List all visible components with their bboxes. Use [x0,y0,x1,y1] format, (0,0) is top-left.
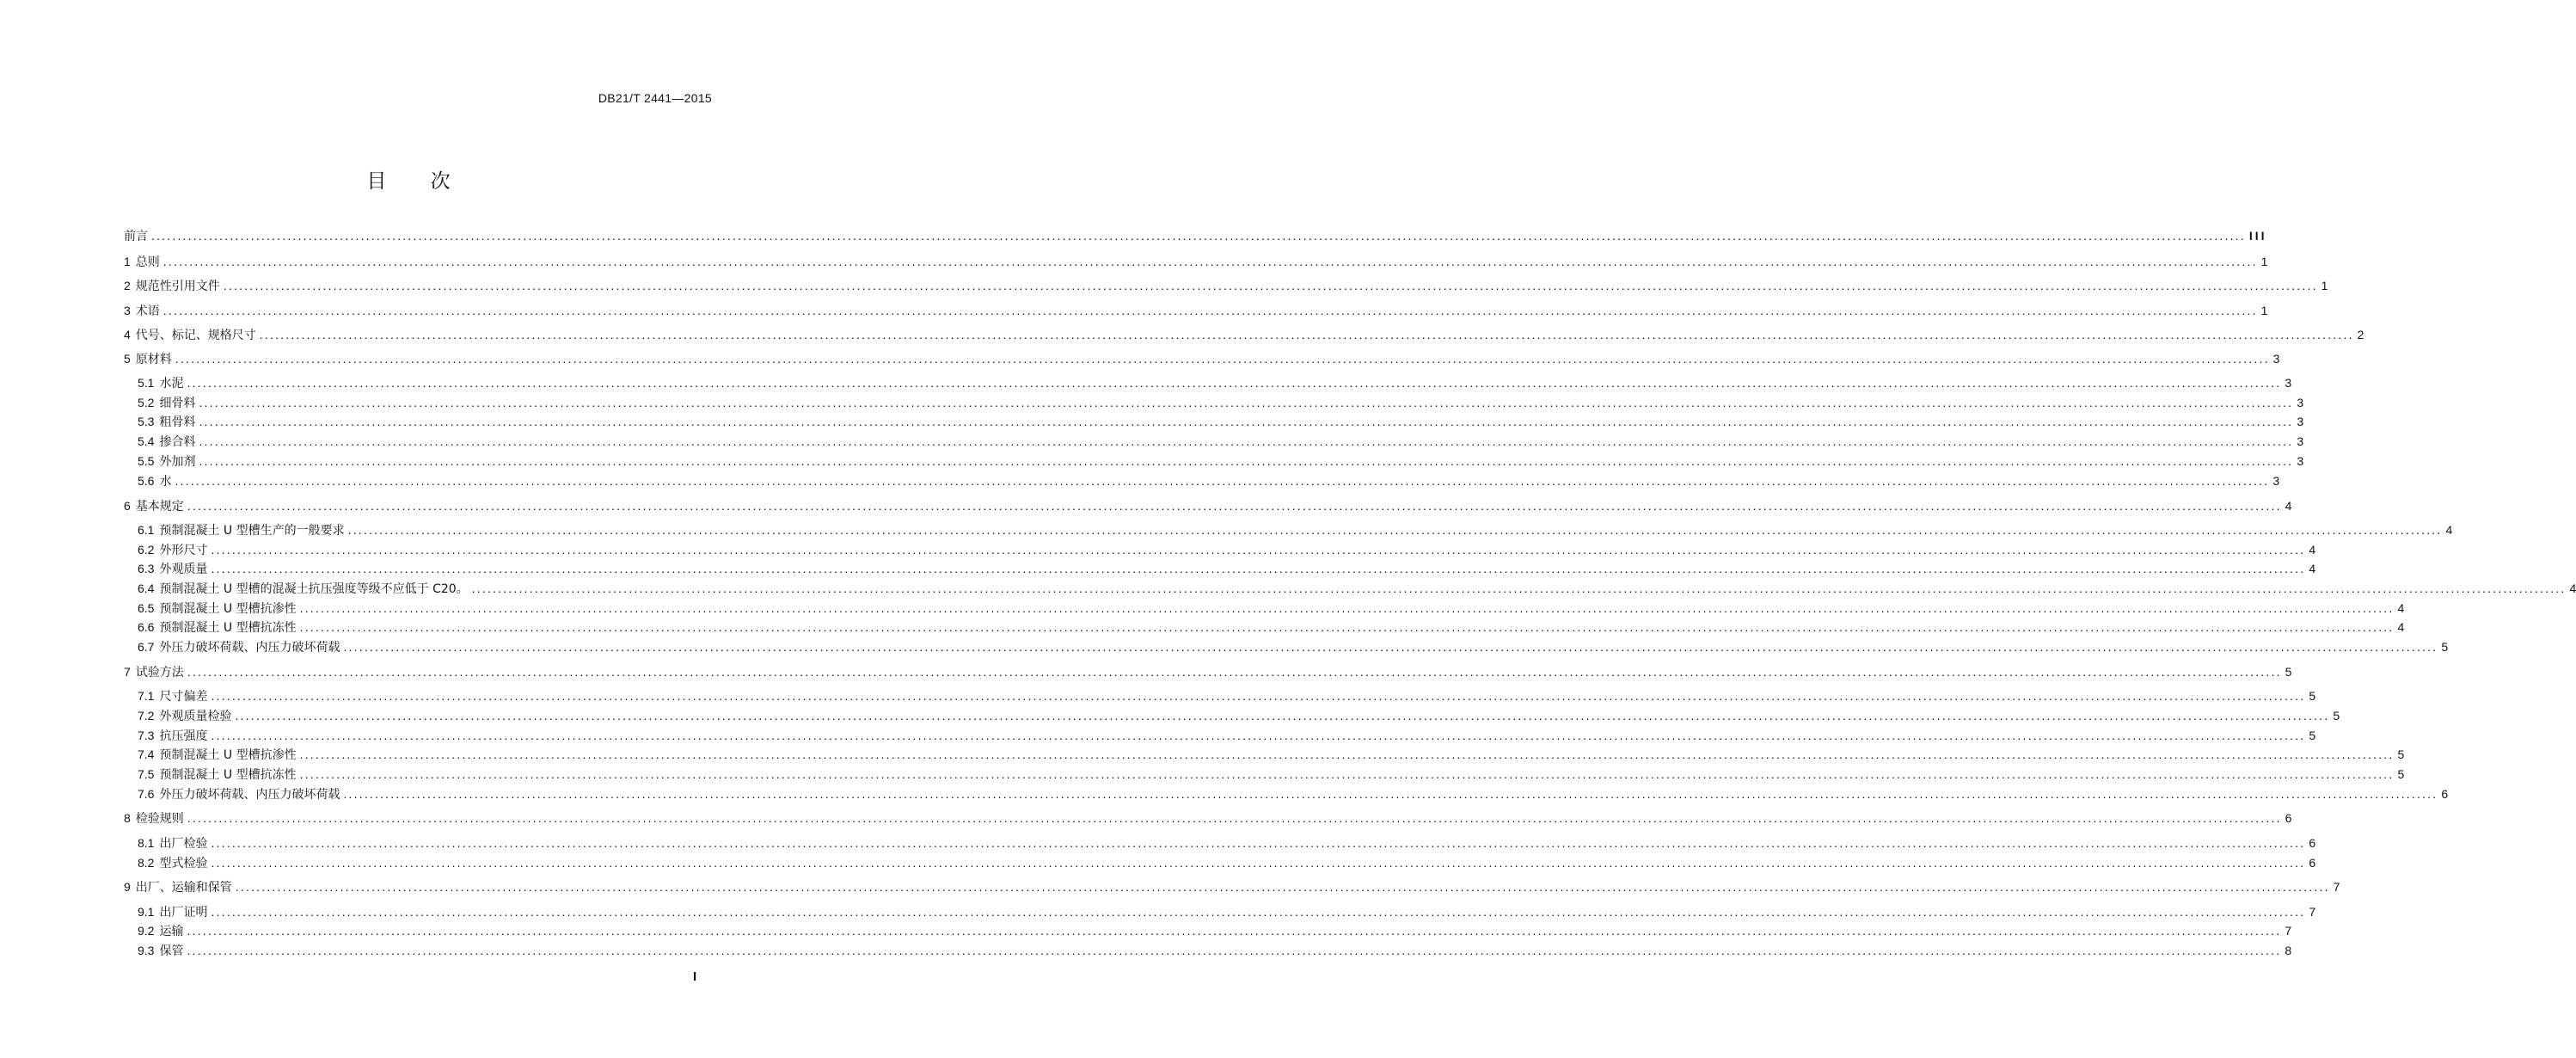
toc-entry-page: 3 [2272,352,2280,366]
toc-entry[interactable] [138,728,2316,743]
toc-dot-leader: ................................................................................................................................................................................................................................................................................................................................................................................................................ [151,229,2246,243]
toc-dot-leader: ................................................................................................................................................................................................................................................................................................................................................................................................................ [163,304,2258,317]
toc-entry-title: 外压力破坏荷载、内压力破坏荷载 [159,788,340,802]
toc-entry[interactable] [138,923,2292,938]
toc-entry[interactable] [124,254,2268,269]
toc-entry-page: 4 [2569,581,2576,595]
toc-entry-number: 6.3 [138,562,155,575]
toc-entry-number: 9 [124,880,131,894]
toc-dot-leader: ................................................................................................................................................................................................................................................................................................................................................................................................................ [175,352,2270,366]
toc-dot-leader: ................................................................................................................................................................................................................................................................................................................................................................................................................ [199,415,2294,428]
toc-dot-leader: ................................................................................................................................................................................................................................................................................................................................................................................................................ [299,601,2395,615]
toc-entry-title: 总则 [135,255,160,269]
toc-entry[interactable] [124,303,2268,318]
toc-entry-title: 预制混凝土 U 型槽抗渗性 [159,748,297,762]
toc-entry[interactable] [138,835,2316,851]
toc-entry-page: 5 [2285,665,2292,679]
toc-entry-page: 5 [2397,767,2405,781]
toc-entry[interactable] [138,943,2292,958]
toc-entry-page: 8 [2285,944,2292,957]
toc-entry[interactable] [124,498,2292,514]
toc-entry[interactable] [138,395,2304,410]
toc-entry-page: 5 [2441,640,2449,654]
toc-entry-title: 预制混凝土 U 型槽生产的一般要求 [159,524,345,538]
toc-entry-number: 5 [124,352,131,366]
toc-entry-page: 1 [2321,279,2328,292]
toc-entry-title: 试验方法 [135,666,184,680]
toc-entry-title: 抗压强度 [159,729,208,743]
toc-entry-page: 6 [2309,856,2316,870]
toc-entry-page: 4 [2309,562,2316,575]
toc-entry[interactable] [138,904,2316,920]
toc-dot-leader: ................................................................................................................................................................................................................................................................................................................................................................................................................ [163,255,2258,268]
toc-entry-title: 预制混凝土 U 型槽抗渗性 [159,602,297,616]
toc-entry[interactable] [138,453,2304,469]
toc-entry-page: 5 [2333,709,2340,723]
toc-entry-page: 6 [2285,811,2292,825]
toc-entry-number: 8.1 [138,836,155,850]
toc-dot-leader: ................................................................................................................................................................................................................................................................................................................................................................................................................ [211,729,2306,742]
toc-entry-number: 8 [124,811,131,825]
toc-entry-number: 7.2 [138,709,155,723]
toc-entry-title: 外观质量 [159,563,208,576]
toc-entry-number: 1 [124,255,131,268]
toc-entry-page: 4 [2309,543,2316,557]
toc-entry[interactable] [124,278,2328,293]
toc-entry[interactable] [138,375,2292,391]
toc-entry-page: 5 [2309,689,2316,703]
toc-dot-leader: ................................................................................................................................................................................................................................................................................................................................................................................................................ [187,944,2282,957]
toc-entry-page: 1 [2260,255,2268,268]
toc-entry[interactable] [138,522,2453,538]
toc-entry-number: 3 [124,304,131,317]
toc-entry-title: 外观质量检验 [159,710,232,723]
toc-dot-leader: ................................................................................................................................................................................................................................................................................................................................................................................................................ [175,474,2270,488]
toc-entry-number: 5.6 [138,474,155,488]
toc-entry[interactable] [138,766,2405,782]
toc-dot-leader: ................................................................................................................................................................................................................................................................................................................................................................................................................ [211,562,2306,575]
toc-dot-leader: ................................................................................................................................................................................................................................................................................................................................................................................................................ [211,836,2306,850]
toc-entry-title: 粗骨料 [159,415,196,429]
toc-dot-leader: ................................................................................................................................................................................................................................................................................................................................................................................................................ [187,811,2282,825]
toc-entry-number: 7.4 [138,747,155,761]
toc-dot-leader: ................................................................................................................................................................................................................................................................................................................................................................................................................ [347,523,2443,537]
toc-entry-page: 4 [2397,601,2405,615]
toc-entry[interactable] [138,542,2316,557]
toc-entry[interactable] [138,600,2405,616]
toc-entry-title: 出厂、运输和保管 [135,881,232,895]
toc-dot-leader: ................................................................................................................................................................................................................................................................................................................................................................................................................ [343,787,2438,801]
toc-entry-title: 前言 [124,230,148,243]
page-number: I [693,969,697,984]
toc-entry-page: 7 [2285,924,2292,938]
toc-entry-title: 预制混凝土 U 型槽抗冻性 [159,621,297,635]
toc-entry-number: 6.4 [138,581,155,595]
toc-entry[interactable] [138,639,2449,655]
toc-dot-leader: ................................................................................................................................................................................................................................................................................................................................................................................................................ [187,924,2282,938]
toc-entry[interactable] [138,688,2316,704]
toc-entry-page: 6 [2441,787,2449,801]
toc-entry-number: 9.1 [138,905,155,919]
toc-entry-number: 9.3 [138,944,155,957]
toc-entry-page: III [2248,229,2267,243]
toc-entry-title: 水 [159,475,172,489]
toc-entry-title: 术语 [135,304,160,318]
toc-entry-number: 6.5 [138,601,155,615]
toc-entry[interactable] [138,855,2316,870]
toc-entry-page: 3 [2297,454,2304,468]
toc-entry-page: 5 [2397,747,2405,761]
toc-entry[interactable] [138,708,2340,723]
toc-dot-leader: ................................................................................................................................................................................................................................................................................................................................................................................................................ [235,709,2330,723]
toc-entry[interactable] [138,747,2405,762]
toc-entry[interactable] [138,414,2304,429]
toc-entry-number: 7.5 [138,767,155,781]
page-title: 目 次 [366,170,469,193]
toc-dot-leader: ................................................................................................................................................................................................................................................................................................................................................................................................................ [211,689,2306,703]
toc-entry-number: 7.1 [138,689,155,703]
toc-entry-number: 7 [124,665,131,679]
toc-entry-title: 水泥 [159,377,184,391]
toc-entry-title: 预制混凝土 U 型槽的混凝土抗压强度等级不应低于 C20。 [159,582,469,596]
toc-entry-number: 2 [124,279,131,292]
toc-entry-title: 原材料 [135,353,172,366]
toc-entry-page: 3 [2285,376,2292,390]
toc-entry-page: 7 [2333,880,2340,894]
toc-dot-leader: ................................................................................................................................................................................................................................................................................................................................................................................................................ [211,543,2306,557]
toc-entry-page: 7 [2309,905,2316,919]
toc-entry-number: 4 [124,328,131,341]
toc-entry-title: 检验规则 [135,812,184,826]
toc-entry-number: 8.2 [138,856,155,870]
toc-entry[interactable] [138,561,2316,576]
toc-entry-number: 5.2 [138,396,155,409]
toc-entry-number: 9.2 [138,924,155,938]
toc-entry[interactable] [138,581,2576,596]
toc-dot-leader: ................................................................................................................................................................................................................................................................................................................................................................................................................ [471,581,2567,595]
toc-entry-title: 代号、标记、规格尺寸 [135,329,256,342]
toc-entry[interactable] [138,619,2405,635]
toc-entry-number: 7.3 [138,729,155,742]
toc-entry-page: 5 [2309,729,2316,742]
toc-entry-title: 预制混凝土 U 型槽抗冻性 [159,768,297,782]
toc-entry-title: 细骨料 [159,397,196,410]
toc-entry-page: 6 [2309,836,2316,850]
toc-dot-leader: ................................................................................................................................................................................................................................................................................................................................................................................................................ [259,328,2354,341]
toc-entry-title: 出厂检验 [159,837,208,851]
toc-entry-number: 6.2 [138,543,155,557]
toc-entry-page: 1 [2260,304,2268,317]
toc-dot-leader: ................................................................................................................................................................................................................................................................................................................................................................................................................ [223,279,2318,292]
toc-entry-number: 7.6 [138,787,155,801]
toc-entry-page: 2 [2357,328,2364,341]
toc-dot-leader: ................................................................................................................................................................................................................................................................................................................................................................................................................ [343,640,2438,654]
toc-entry-number: 5.5 [138,454,155,468]
toc-entry-number: 6.1 [138,523,155,537]
toc-entry-title: 型式检验 [159,857,208,870]
toc-entry-page: 4 [2445,523,2453,537]
toc-dot-leader: ................................................................................................................................................................................................................................................................................................................................................................................................................ [199,454,2294,468]
toc-entry-page: 3 [2297,434,2304,448]
toc-entry-number: 5.4 [138,434,155,448]
toc-entry-title: 基本规定 [135,500,184,514]
toc-dot-leader: ................................................................................................................................................................................................................................................................................................................................................................................................................ [299,747,2395,761]
toc-dot-leader: ................................................................................................................................................................................................................................................................................................................................................................................................................ [187,376,2282,390]
toc-dot-leader: ................................................................................................................................................................................................................................................................................................................................................................................................................ [299,620,2395,634]
toc-entry-number: 6.7 [138,640,155,654]
toc-dot-leader: ................................................................................................................................................................................................................................................................................................................................................................................................................ [199,396,2294,409]
toc-entry-number: 6.6 [138,620,155,634]
toc-entry[interactable] [124,879,2340,895]
toc-entry[interactable] [138,786,2449,802]
toc-entry-page: 4 [2285,499,2292,513]
toc-entry[interactable] [124,327,2364,342]
toc-entry[interactable] [124,664,2292,680]
toc-dot-leader: ................................................................................................................................................................................................................................................................................................................................................................................................................ [199,434,2294,448]
toc-entry[interactable] [138,473,2280,489]
toc-entry-page: 4 [2397,620,2405,634]
toc-entry-title: 出厂证明 [159,906,208,920]
toc-entry[interactable] [124,228,2267,243]
toc-dot-leader: ................................................................................................................................................................................................................................................................................................................................................................................................................ [211,856,2306,870]
toc-entry-title: 外压力破坏荷载、内压力破坏荷载 [159,641,340,655]
toc-entry[interactable] [138,434,2304,449]
toc-entry[interactable] [124,351,2280,366]
toc-entry-title: 外加剂 [159,455,196,469]
toc-entry-number: 5.1 [138,376,155,390]
toc-entry-title: 规范性引用文件 [135,280,220,293]
toc-entry-page: 3 [2297,415,2304,428]
toc-entry-title: 外形尺寸 [159,544,208,557]
document-code: DB21/T 2441—2015 [598,91,712,105]
toc-entry-title: 尺寸偏差 [159,690,208,704]
toc-dot-leader: ................................................................................................................................................................................................................................................................................................................................................................................................................ [211,905,2306,919]
toc-entry-title: 掺合料 [159,435,196,449]
toc-entry-number: 5.3 [138,415,155,428]
toc-dot-leader: ................................................................................................................................................................................................................................................................................................................................................................................................................ [299,767,2395,781]
toc-dot-leader: ................................................................................................................................................................................................................................................................................................................................................................................................................ [187,499,2282,513]
toc-entry-page: 3 [2297,396,2304,409]
toc-dot-leader: ................................................................................................................................................................................................................................................................................................................................................................................................................ [235,880,2330,894]
toc-entry-page: 3 [2272,474,2280,488]
toc-dot-leader: ................................................................................................................................................................................................................................................................................................................................................................................................................ [187,665,2282,679]
toc-entry-title: 运输 [159,925,184,938]
toc-entry-title: 保管 [159,944,184,958]
toc-entry[interactable] [124,810,2292,826]
toc-entry-number: 6 [124,499,131,513]
